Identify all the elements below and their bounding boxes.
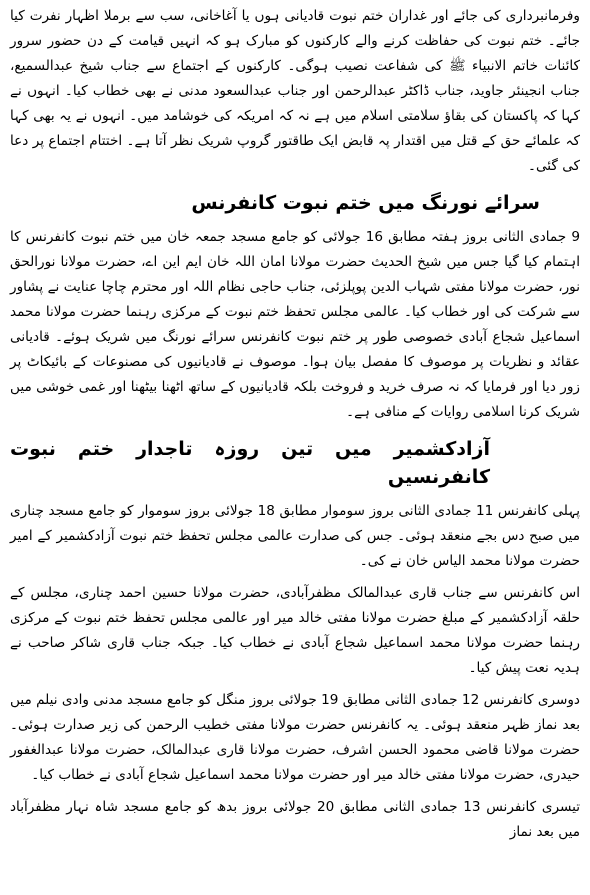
section-heading-azad-kashmir: آزادکشمیر میں تین روزہ تاجدار ختم نبوت کانفرنسیں xyxy=(10,438,490,488)
paragraph-third-conference: تیسری کانفرنس 13 جمادی الثانی مطابق 20 جولائی بروز بدھ کو جامع مسجد شاہ نہار مظفرآباد میں بعد نماز xyxy=(10,799,580,840)
paragraph-first-conference: پہلی کانفرنس 11 جمادی الثانی بروز سوموار مطابق 18 جولائی بروز سوموار کو جامع مسجد چناری میں صبح دس بجے منعقد ہوئی۔ جس کی صدارت عالمی مجلس تحفظ ختم نبوت آزادکشمیر کے امیر حضرت مولانا محمد الیاس خان نے کی۔ xyxy=(10,503,580,569)
paragraph-intro: وفرمانبرداری کی جائے اور غداران ختم نبوت قادیانی ہوں یا آغاخانی، سب سے برملا اظہار نفرت کیا جائے۔ ختم نبوت کی حفاظت کرنے والے کارکنوں کو مبارک ہو کہ انہیں قیامت کے دن حضور سرور کائنات خاتم الانبیاء ﷺ کی شفاعت نصیب ہوگی۔ کارکنوں کے اجتماع سے جناب شیخ عبدالسمیع، جناب انجینئر جاوید، جناب ڈاکٹر عبدالرحمن اور جناب عبدالسعود مدنی نے بھی خطاب کیا۔ انہوں نے کہا کہ پاکستان کی بقاؤ سلامتی اسلام میں ہے نہ کہ امریکہ کی خوشامد میں۔ انہوں نے یہ بھی کہا کہ علمائے حق کے قتل میں اقتدار پہ قابض ایک طاقتور گروپ شریک نظر آتا ہے۔ اختتام اجتماع پر دعا کی گئی۔ xyxy=(10,8,580,174)
paragraph-sarai-naurang: 9 جمادی الثانی بروز ہفتہ مطابق 16 جولائی کو جامع مسجد جمعہ خان میں ختم نبوت کانفرنس کا اہتمام کیا گیا جس میں شیخ الحدیث حضرت مولانا امان اللہ خان ایم این اے، حضرت مولانا نورالحق نور، حضرت مولانا مفتی شہاب الدین پوپلزئی، جناب حاجی نظام اللہ اور محترم چاچا عنایت نے پشاور سے شرکت کی اور خطاب کیا۔ عالمی مجلس تحفظ ختم نبوت کے مرکزی رہنما حضرت مولانا محمد اسماعیل شجاع آبادی خصوصی طور پر ختم نبوت کانفرنس سرائے نورنگ میں شریک ہوئے۔ قادیانی عقائد و نظریات پر موصوف کا مفصل بیان ہوا۔ موصوف نے قادیانیوں کی مصنوعات کے بائیکاٹ پر زور دیا اور فرمایا کہ نہ صرف خرید و فروخت بلکہ قادیانیوں کے ساتھ اٹھنا بیٹھنا اور غمی خوشی میں شریک کرنا اسلامی روایات کے منافی ہے۔ xyxy=(10,229,580,420)
paragraph-first-conference-speakers: اس کانفرنس سے جناب قاری عبدالمالک مظفرآبادی، حضرت مولانا حسین احمد چناری، مجلس کے حلقہ آزادکشمیر کے مبلغ حضرت مولانا مفتی خالد میر اور عالمی مجلس تحفظ ختم نبوت کے مرکزی رہنما حضرت مولانا محمد اسماعیل شجاع آبادی نے خطاب کیا۔ جبکہ جناب قاری شاکر صاحب نے ہدیہ نعت پیش کیا۔ xyxy=(10,585,580,676)
section-heading-sarai-naurang: سرائے نورنگ میں ختم نبوت کانفرنس xyxy=(191,192,540,214)
paragraph-second-conference: دوسری کانفرنس 12 جمادی الثانی مطابق 19 جولائی بروز منگل کو جامع مسجد مدنی وادی نیلم میں بعد نماز ظہر منعقد ہوئی۔ یہ کانفرنس حضرت مولانا مفتی خطیب الرحمن کی زیر صدارت ہوئی۔ حضرت مولانا قاضی محمود الحسن اشرف، حضرت مولانا قاری عبدالمالک، حضرت مولانا عبدالغفور حیدری، حضرت مولانا مفتی خالد میر اور حضرت مولانا محمد اسماعیل شجاع آبادی نے خطاب کیا۔ xyxy=(10,692,580,783)
